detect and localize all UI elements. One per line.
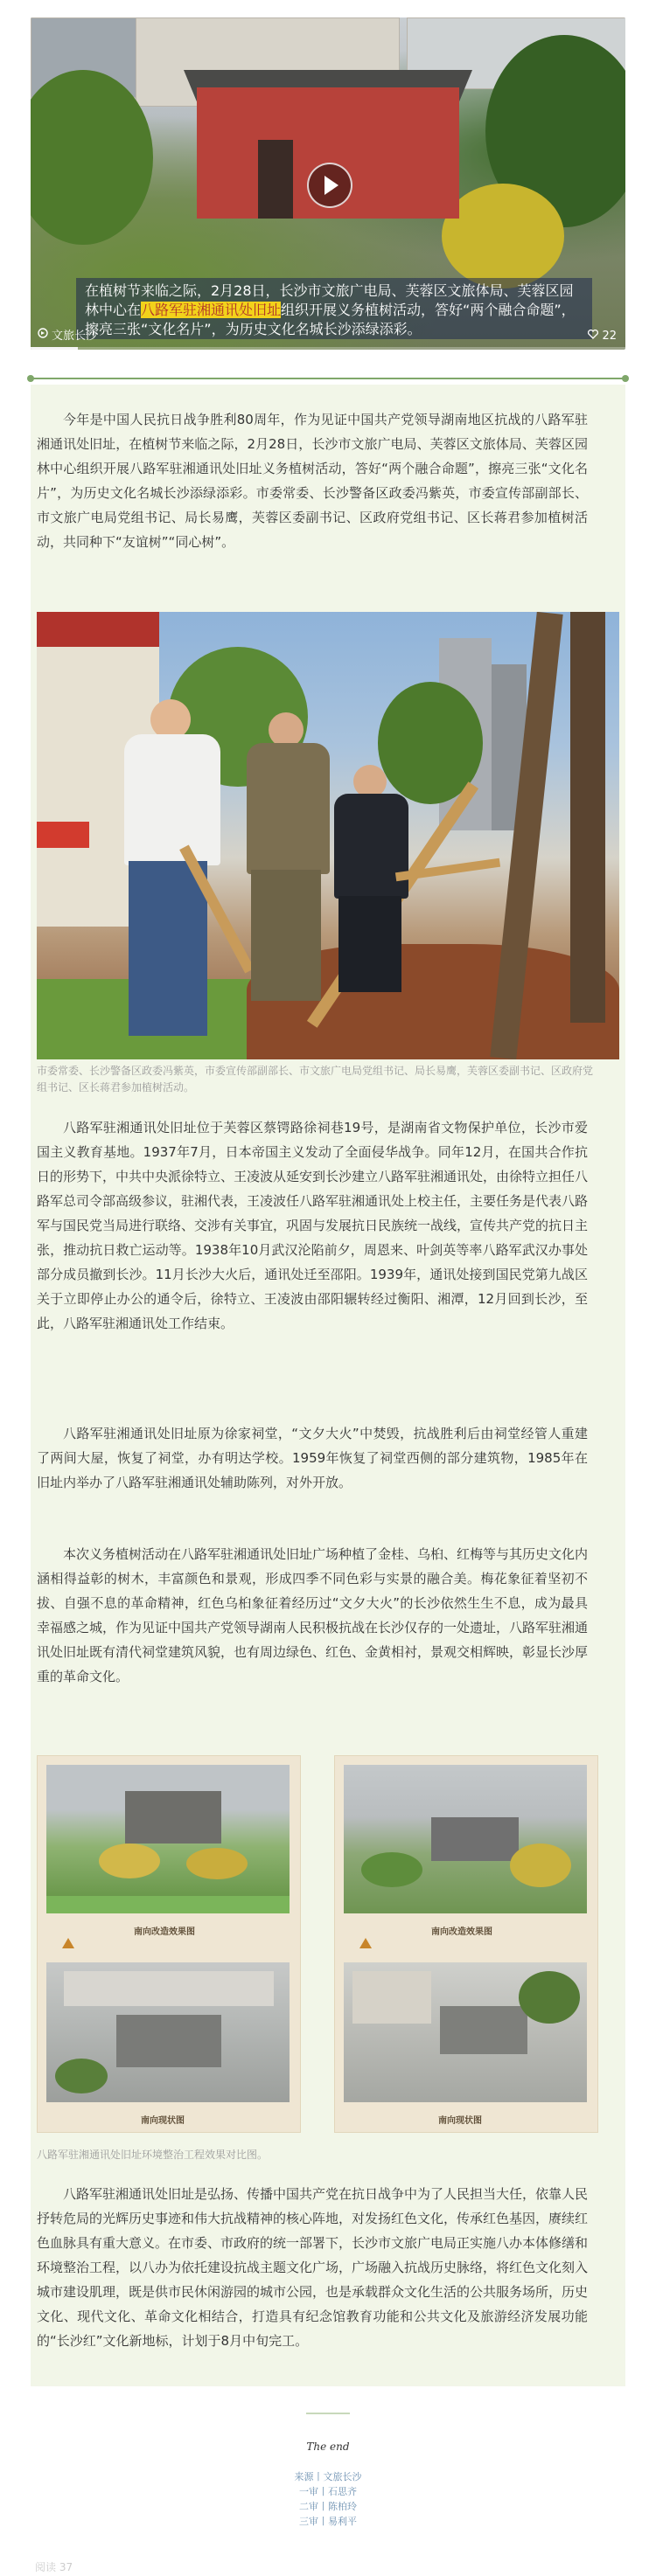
video-caption [76,278,592,339]
tree [442,184,564,288]
article-paragraph: 八路军驻湘通讯处旧址是弘扬、传播中国共产党在抗日战争中为了人民担当大任，依靠人民抒转危局的光辉历史事迹和伟大抗战精神的核心阵地，对发扬红色文化，传承红色基因，赓续红色血脉具有重大意义。在市委、市政府的统一部署下，长沙市文旅广电局正实施八办本体修缮和环境整治工程，以八办为依托建设抗战主题文化广场，广场融入抗战历史脉络，将红色文化刻入城市建设肌理，既是供市民休闲游园的城市公园，也是承载群众文化生活的公共服务场所，历史文化、现代文化、革命文化相结合，打造具有纪念馆教育功能和公共文化及旅游经济发展功能的“长沙红”文化新地标，计划于8月中旬完工。 [37,2186,589,2349]
the-end-label: The end [306,2441,350,2453]
rendering-lawn [46,1896,290,1913]
photo-caption: 市委常委、长沙警备区政委冯紫英，市委宣传部副部长、市文旅广电局党组书记、局长易鹰，芙蓉区委副书记、区政府党组书记、区长蒋君参加植树活动。 [37,1065,594,1094]
video-likes-count: 22 [602,330,617,343]
person-jeans [129,861,207,1036]
article-paragraph: 八路军驻湘通讯处旧址位于芙蓉区蔡锷路徐祠巷19号，是湖南省文物保护单位，长沙市爱国主义教育基地。1937年7月，日本帝国主义发动了全面侵华战争。同年12月，在国共合作抗日的形势下，中共中央派徐特立、王凌波从延安到长沙建立八路军驻湘通讯处，由徐特立担任八路军总司令部高级参议，驻湘代表，王凌波任八路军驻湘通讯处上校主任，主要任务是代表八路军与国民党当局进行联络、交涉有关事宜，巩固与发展抗日民族统一战线，宣传共产党的抗日主张，推动抗日救亡运动等。1938年10月武汉沦陷前夕，周恩来、叶剑英等率八路军武汉办事处部分成员撤到长沙。11月长沙大火后，通讯处迁至邵阳。1939年，通讯处接到国民党第九战区关于立即停止办公的通令后，徐特立、王凌波由邵阳辗转经过衡阳、湘潭，12月回到长沙，至此，八路军驻湘通讯处工作结束。 [37,1120,589,1331]
plan-label: 南向改造效果图 [134,1927,195,1937]
person-trousers [338,896,401,992]
north-arrow-icon [359,1938,372,1948]
person-uniform [251,870,321,1001]
current-building [352,1971,431,2024]
read-count: 阅读 37 [35,2561,73,2573]
rendering-tree [99,1843,160,1878]
current-photo [46,1962,290,2102]
video-progress-fill [31,347,78,350]
credit-review-3: 三审丨易利平 [299,2516,357,2527]
tree-trunk [570,612,605,1023]
plan-frame-left [37,1755,301,2133]
rendering-building [125,1791,221,1843]
plan-frame-right [334,1755,598,2133]
north-arrow-icon [62,1938,74,1948]
credit-review-1: 一审丨石思齐 [299,2486,357,2497]
plan-label: 南向现状图 [438,2116,482,2126]
video-player[interactable] [31,17,625,350]
red-banner [37,822,89,848]
rendering-tree [186,1848,248,1879]
current-photo [344,1962,587,2102]
video-caption-text: 在植树节来临之际，2月28日，长沙市文旅广电局、芙蓉区文旅体局、芙蓉区园林中心在 [85,282,574,318]
rendering-tree [510,1843,571,1887]
play-icon[interactable] [307,163,352,208]
video-source-label: 文旅长沙 [52,330,98,343]
video-likes[interactable] [588,330,617,343]
rendering-building [431,1817,519,1861]
renovation-rendering [344,1765,587,1913]
video-progress-bar[interactable] [31,347,625,350]
person-head [269,712,304,747]
plans-comparison [37,1755,623,2140]
video-source [38,326,97,343]
article-paragraph: 八路军驻湘通讯处旧址原为徐家祠堂，“文夕大火”中焚毁，抗战胜利后由祠堂经管人重建了两间大屋，恢复了祠堂，办有明达学校。1959年恢复了祠堂西侧的部分建筑物，1985年在旧址内举办了八路军驻湘通讯处辅助陈列，对外开放。 [37,1426,588,1490]
current-building [116,2015,221,2067]
plan-label: 南向现状图 [141,2116,185,2126]
credit-source: 来源丨文旅长沙 [294,2471,362,2482]
memorial-hall-door [258,140,293,219]
panel-divider [31,378,625,379]
article-paragraph: 今年是中国人民抗日战争胜利80周年，作为见证中国共产党领导湖南地区抗战的八路军驻湘通讯处旧址，在植树节来临之际，2月28日，长沙市文旅广电局、芙蓉区文旅体局、芙蓉区园林中心组织开展八路军驻湘通讯处旧址义务植树活动，答好“两个融合命题”，擦亮三张“文化名片”，为历史文化名城长沙添绿添彩。市委常委、长沙警备区政委冯紫英，市委宣传部副部长、市文旅广电局党组书记、局长易鹰，芙蓉区委副书记、区政府党组书记、区长蒋君参加植树活动，共同种下“友谊树”“同心树”。 [37,412,588,550]
footer-divider [306,2413,350,2414]
red-eave [37,612,159,647]
person-shirt [124,734,220,865]
rendering-tree [361,1852,422,1887]
credit-review-2: 二审丨陈柏玲 [299,2501,357,2512]
plan-label: 南向改造效果图 [431,1927,492,1937]
credits [0,2469,656,2529]
shovel-handle [395,858,500,882]
photo-caption: 八路军驻湘通讯处旧址环境整治工程效果对比图。 [37,2149,269,2161]
planting-photo [37,612,619,1059]
heart-icon [588,330,598,343]
person-jacket [334,794,408,899]
current-tree [55,2059,108,2093]
current-building [440,2006,527,2054]
article-paragraph: 本次义务植树活动在八路军驻湘通讯处旧址广场种植了金桂、乌桕、红梅等与其历史文化内涵相得益彰的树木，丰富颜色和景观，形成四季不同色彩与实景的融合美。梅花象征着坚初不拔、自强不息的革命精神，红色乌桕象征着经历过“文夕大火”的长沙依然生生不息，成为最具幸福感之城，作为见证中国共产党领导湖南人民积极抗战在长沙仅存的一处遗址，八路军驻湘通讯处旧址既有清代祠堂建筑风貌，也有周边绿色、红色、金黄相衬，景观交相辉映，彰显长沙厚重的革命文化。 [37,1546,589,1684]
video-caption-text: 组织开展义务植树活动，答好“两个融合命题”，擦亮三张“文化名片”，为历史文化名城长沙添绿添彩。 [85,302,576,337]
video-caption-highlight: 八路军驻湘通讯处旧址 [141,302,282,318]
renovation-rendering [46,1765,290,1913]
person-uniform [247,743,330,874]
current-tree [519,1971,580,2024]
channel-icon [38,328,48,342]
current-building [64,1971,274,2006]
